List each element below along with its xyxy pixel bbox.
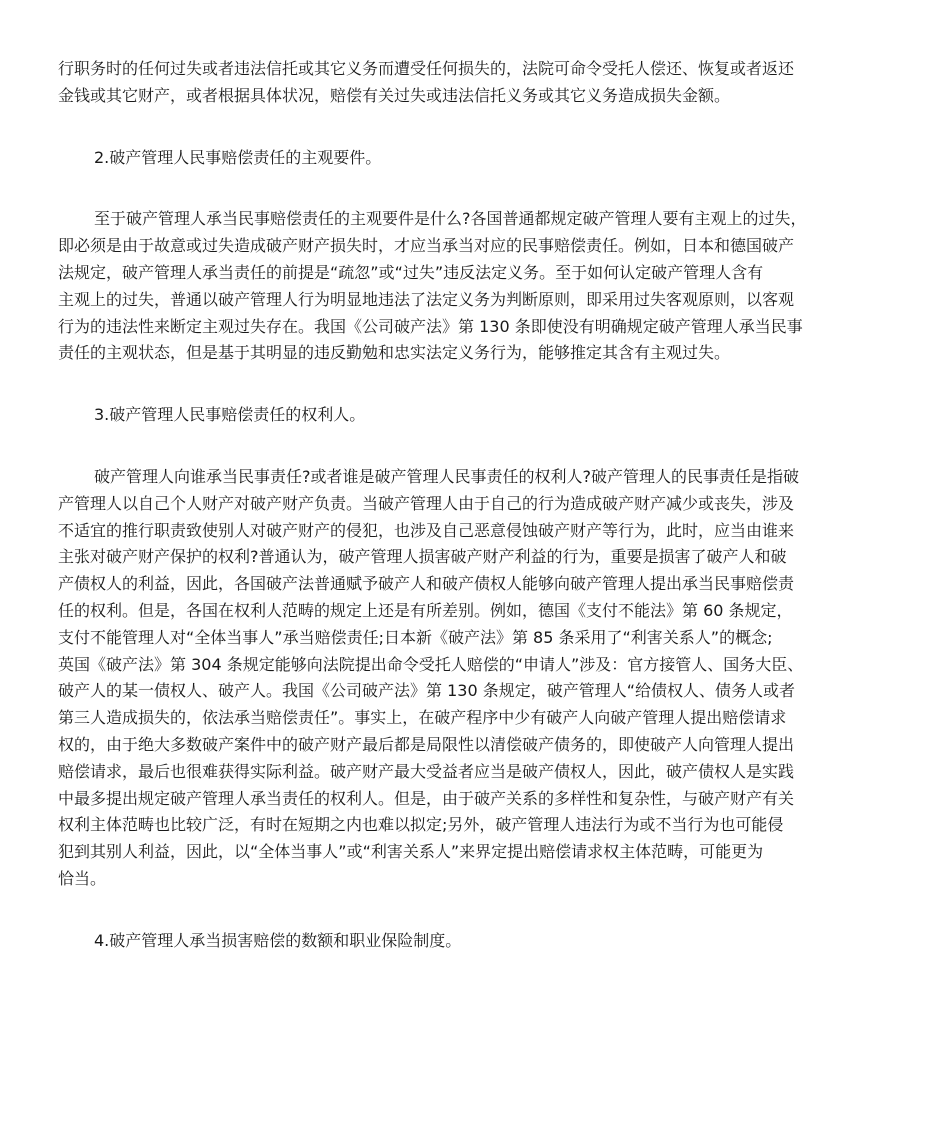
text-line: 破产人的某一债权人、破产人。我国《公司破产法》第 130 条规定，破产管理人“给债权人、债务人或者 — [58, 681, 796, 701]
paragraph-continuation — [58, 56, 898, 110]
heading-text: 3.破产管理人民事赔偿责任的权利人。 — [94, 405, 366, 425]
text-line: 行职务时的任何过失或者违法信托或其它义务而遭受任何损失的，法院可命令受托人偿还、恢复或者返还 — [58, 59, 795, 78]
text-line: 产债权人的利益，因此，各国破产法普通赋予破产人和破产债权人能够向破产管理人提出承当民事赔偿责 — [58, 574, 795, 594]
text-line: 英国《破产法》第 304 条规定能够向法院提出命令受托人赔偿的“申请人”涉及：官方接管人、国务大臣、 — [58, 654, 804, 674]
text-line: 赔偿请求，最后也很难获得实际利益。破产财产最大受益者应当是破产债权人，因此，破产债权人是实践 — [58, 761, 795, 781]
section-heading-3 — [58, 402, 898, 429]
text-line: 法规定，破产管理人承当责任的前提是“疏忽”或“过失”违反法定义务。至于如何认定破产管理人含有 — [58, 262, 764, 282]
document-page — [58, 56, 898, 955]
text-line: 第三人造成损失的，依法承当赔偿责任”。事实上，在破产程序中少有破产人向破产管理人提出赔偿请求 — [58, 708, 787, 728]
text-line: 责任的主观状态，但是基于其明显的违反勤勉和忠实法定义务行为，能够推定其含有主观过失。 — [58, 343, 731, 363]
text-line: 产管理人以自己个人财产对破产财产负责。当破产管理人由于自己的行为造成破产财产减少或丧失，涉及 — [58, 493, 795, 513]
text-line: 犯到其别人利益，因此，以“全体当事人”或“利害关系人”来界定提出赔偿请求权主体范畴，可能更为 — [58, 842, 764, 862]
text-line: 至于破产管理人承当民事赔偿责任的主观要件是什么?各国普通都规定破产管理人要有主观上的过失， — [94, 209, 807, 229]
text-line: 主张对破产财产保护的权利?普通认为，破产管理人损害破产财产利益的行为，重要是损害了破产人和破 — [58, 547, 787, 567]
text-line: 即必须是由于故意或过失造成破产财产损失时，才应当承当对应的民事赔偿责任。例如，日本和德国破产 — [58, 236, 795, 256]
paragraph-subjective-requirements — [58, 206, 898, 367]
paragraph-right-holders — [58, 464, 898, 893]
text-line: 权的，由于绝大多数破产案件中的破产财产最后都是局限性以清偿破产债务的，即使破产人向管理人提出 — [58, 734, 795, 754]
text-line: 破产管理人向谁承当民事责任?或者谁是破产管理人民事责任的权利人?破产管理人的民事责任是指破 — [94, 466, 799, 486]
text-line: 金钱或其它财产，或者根据具体状况，赔偿有关过失或违法信托义务或其它义务造成损失金额。 — [58, 85, 731, 105]
text-line: 恰当。 — [58, 868, 107, 888]
text-line: 权利主体范畴也比较广泛，有时在短期之内也难以拟定;另外，破产管理人违法行为或不当行为也可能侵 — [58, 815, 784, 835]
text-line: 主观上的过失，普通以破产管理人行为明显地违法了法定义务为判断原则，即采用过失客观原则，以客观 — [58, 289, 795, 309]
text-line: 任的权利。但是，各国在权利人范畴的规定上还是有所差别。例如，德国《支付不能法》第 60 条规定， — [58, 600, 793, 620]
heading-text: 4.破产管理人承当损害赔偿的数额和职业保险制度。 — [94, 930, 462, 950]
heading-text: 2.破产管理人民事赔偿责任的主观要件。 — [94, 147, 382, 167]
text-line: 不适宜的推行职责致使别人对破产财产的侵犯，也涉及自己恶意侵蚀破产财产等行为，此时，应当由谁来 — [58, 520, 795, 540]
text-line: 支付不能管理人对“全体当事人”承当赔偿责任;日本新《破产法》第 85 条采用了“利害关系人”的概念; — [58, 627, 773, 647]
text-line: 行为的违法性来断定主观过失存在。我国《公司破产法》第 130 条即使没有明确规定破产管理人承当民事 — [58, 316, 803, 336]
text-line: 中最多提出规定破产管理人承当责任的权利人。但是，由于破产关系的多样性和复杂性，与破产财产有关 — [58, 788, 795, 808]
section-heading-4 — [58, 928, 898, 955]
section-heading-2 — [58, 145, 898, 172]
